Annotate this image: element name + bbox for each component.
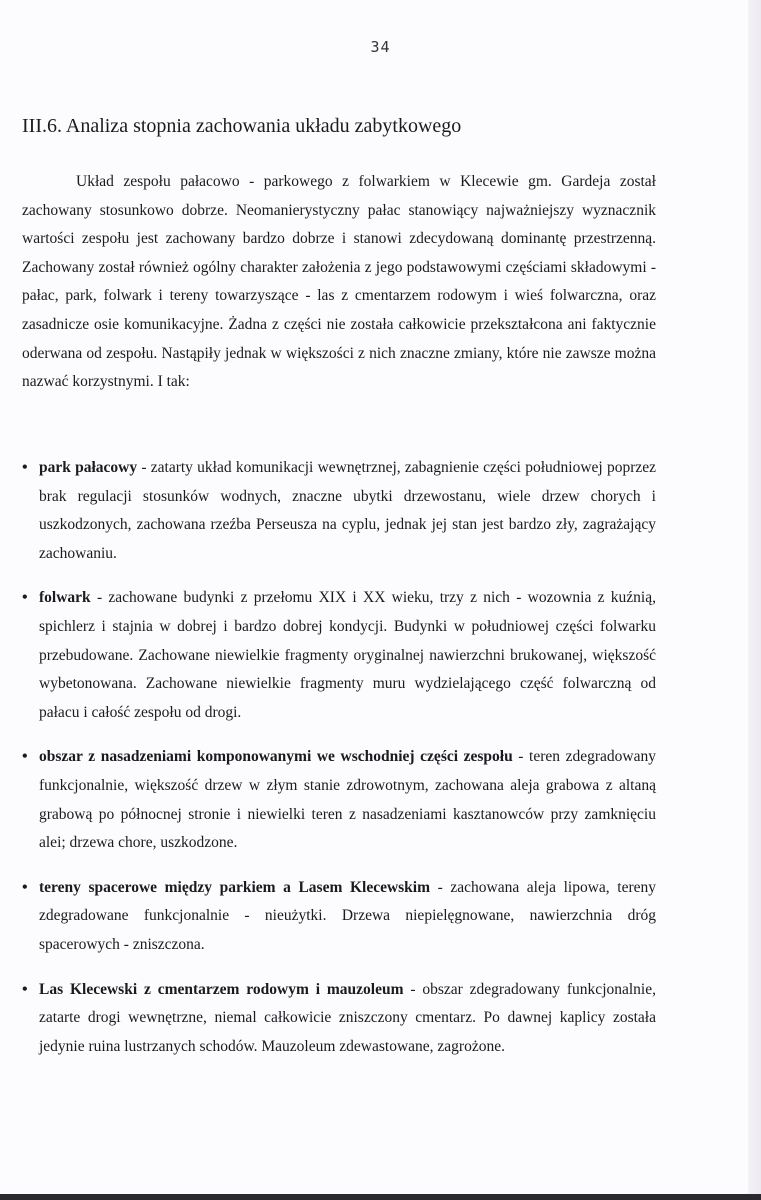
list-item-text: - zatarty układ komunikacji wewnętrznej, zabagnienie części południowej poprzez brak regulacji stosunków wodnych, znaczne ubytki drzewostanu, wiele drzew chorych i uszkodzonych, zachowana rzeźba Perseusza na cyplu, jednak jej stan jest bardzo zły, zagrażający zachowaniu. bbox=[39, 459, 657, 562]
list-item-term: Las Klecewski z cmentarzem rodowym i mauzoleum bbox=[39, 980, 404, 998]
bullet-icon: • bbox=[22, 748, 28, 766]
section-heading: III.6. Analiza stopnia zachowania układu zabytkowego bbox=[22, 115, 462, 137]
list-item-term: folwark bbox=[39, 589, 91, 607]
bullet-icon: • bbox=[22, 980, 28, 998]
list-item-text: - obszar zdegradowany funkcjonalnie, zatarte drogi wewnętrzne, niemal całkowicie zniszczony cmentarz. Po dawnej kaplicy została jedynie ruina lustrzanych schodów. Mauzoleum zdewastowane, zagrożone. bbox=[39, 980, 656, 1055]
page-edge bbox=[748, 0, 761, 1200]
list-item bbox=[22, 976, 656, 1062]
bullet-icon: • bbox=[22, 878, 28, 896]
list-item-term: tereny spacerowe między parkiem a Lasem Klecewskim bbox=[39, 878, 431, 896]
list-item-term: park pałacowy bbox=[39, 459, 138, 476]
list-item-text: - zachowane budynki z przełomu XIX i XX wieku, trzy z nich - wozownia z kuźnią, spichlerz i stajnia w dobrej i bardzo dobrej kondycji. Budynki w południowej części folwarku przebudowane. Zachowane niewielkie fragmenty oryginalnej nawierzchni brukowanej, większość wybetonowana. Zachowane niewielkie fragmenty muru wydzielającego część folwarczną od pałacu i całość zespołu od drogi. bbox=[39, 589, 656, 721]
bullet-icon: • bbox=[22, 589, 28, 607]
assessment-list bbox=[22, 454, 656, 1077]
scan-bottom-edge bbox=[0, 1194, 761, 1200]
list-item bbox=[22, 874, 656, 960]
list-item-text: - teren zdegradowany funkcjonalnie, większość drzew w złym stanie zdrowotnym, zachowana aleja grabowa z altaną grabową po północnej stronie i niewielki teren z nasadzeniami kasztanowców przy zamknięciu alei; drzewa chore, uszkodzone. bbox=[39, 748, 657, 852]
page-number: 34 bbox=[370, 38, 391, 56]
bullet-icon: • bbox=[22, 459, 28, 476]
list-item bbox=[22, 454, 656, 568]
list-item-text: - zachowana aleja lipowa, tereny zdegradowane funkcjonalnie - nieużytki. Drzewa niepielęgnowane, nawierzchnia dróg spacerowych - zniszczona. bbox=[39, 878, 656, 953]
list-item-term: obszar z nasadzeniami komponowanymi we wschodniej części zespołu bbox=[39, 748, 513, 766]
list-item bbox=[22, 743, 656, 857]
list-item bbox=[22, 584, 656, 727]
intro-paragraph: Układ zespołu pałacowo - parkowego z folwarkiem w Klecewie gm. Gardeja został zachowany stosunkowo dobrze. Neomanierystyczny pałac stanowiący najważniejszy wyznacznik wartości zespołu jest zachowany bardzo dobrze i stanowi zdecydowaną dominantę przestrzenną. Zachowany został również ogólny charakter założenia z jego podstawowymi częściami składowymi - pałac, park, folwark i tereny towarzyszące - las z cmentarzem rodowym i wieś folwarczna, oraz zasadnicze osie komunikacyjne. Żadna z części nie została całkowicie przekształcona ani faktycznie oderwana od zespołu. Nastąpiły jednak w większości z nich znaczne zmiany, które nie zawsze można nazwać korzystnymi. I tak: bbox=[22, 173, 656, 391]
